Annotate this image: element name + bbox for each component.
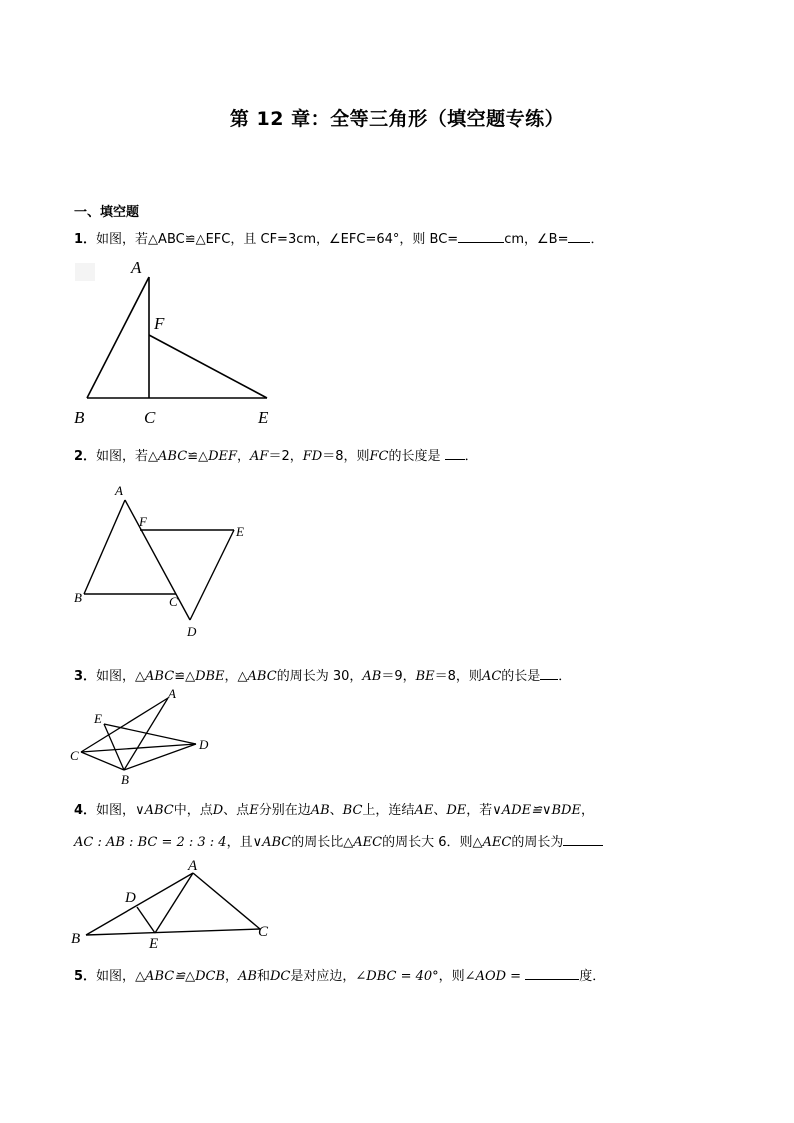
question-text: 的周长为 bbox=[511, 835, 564, 850]
question-number: 3． bbox=[74, 669, 97, 684]
question-text: 如图，若△ bbox=[96, 449, 159, 464]
point-label: B bbox=[74, 590, 82, 605]
question-text: 如图， bbox=[96, 803, 136, 818]
segment-ac bbox=[193, 873, 260, 929]
question-text: 的周长比 bbox=[291, 835, 344, 850]
math-term: AF bbox=[250, 449, 269, 464]
point-label: A bbox=[131, 258, 142, 277]
question-number: 4． bbox=[74, 803, 97, 818]
point-label: B bbox=[74, 408, 85, 427]
math-term: ABC bbox=[145, 669, 175, 684]
question-4-line-1 bbox=[74, 799, 594, 818]
segment-ab bbox=[124, 698, 168, 770]
scan-artifact bbox=[75, 263, 95, 281]
math-term: AB bbox=[362, 669, 382, 684]
math-term: E bbox=[249, 803, 259, 818]
segment-ad bbox=[125, 500, 190, 620]
question-3 bbox=[74, 665, 571, 684]
figure-q4 bbox=[66, 852, 286, 952]
math-term: △AEC bbox=[472, 835, 512, 850]
question-text: 如图，若△ABC≌△EFC，且 CF=3cm，∠EFC=64°，则 BC= bbox=[96, 232, 459, 247]
question-text: 如图， bbox=[96, 969, 136, 984]
question-text: ＝2， bbox=[268, 449, 303, 464]
question-text: ，若 bbox=[466, 803, 493, 818]
question-text: ＝8，则 bbox=[322, 449, 370, 464]
question-text: ． bbox=[558, 669, 572, 684]
math-term: AC : AB : BC = 2 : 3 : 4 bbox=[74, 835, 227, 850]
segment-ab bbox=[84, 500, 125, 594]
math-term: FD bbox=[302, 449, 323, 464]
question-text: 分别在边 bbox=[258, 803, 311, 818]
math-term: BE bbox=[415, 669, 435, 684]
point-label: A bbox=[188, 858, 198, 874]
question-number: 2． bbox=[74, 449, 97, 464]
question-text: 、点 bbox=[223, 803, 250, 818]
question-text: ≌△ bbox=[174, 669, 196, 684]
point-label: E bbox=[94, 711, 102, 726]
question-text: 上，连结 bbox=[362, 803, 415, 818]
question-text: ，△ bbox=[224, 669, 248, 684]
point-label: D bbox=[199, 737, 209, 752]
math-term: △AEC bbox=[343, 835, 383, 850]
question-1 bbox=[74, 228, 603, 247]
math-term: ABC bbox=[247, 669, 277, 684]
math-term: ∠DBC = 40° bbox=[355, 969, 439, 984]
point-label: E bbox=[236, 524, 244, 539]
math-term: ∨ADE≌∨BDE bbox=[492, 803, 581, 818]
question-text: 是对应边， bbox=[290, 969, 356, 984]
question-text: 中，点 bbox=[173, 803, 213, 818]
question-text: 和 bbox=[256, 969, 270, 984]
answer-blank[interactable] bbox=[563, 833, 603, 846]
point-label: C bbox=[258, 924, 269, 940]
math-term: BC bbox=[342, 803, 363, 818]
segment-ab bbox=[87, 277, 149, 398]
figure-q2 bbox=[70, 480, 260, 645]
math-term: DBE bbox=[195, 669, 225, 684]
point-label: B bbox=[121, 772, 129, 787]
question-text: ， bbox=[225, 969, 239, 984]
question-2 bbox=[74, 445, 478, 464]
segment-ae bbox=[155, 873, 193, 933]
point-label: C bbox=[70, 748, 79, 763]
segment-ed bbox=[190, 530, 234, 620]
math-term: AB bbox=[238, 969, 257, 984]
point-label: D bbox=[187, 624, 197, 639]
question-text: ， bbox=[580, 803, 594, 818]
point-label: E bbox=[258, 408, 269, 427]
segment-de bbox=[137, 907, 155, 933]
question-text: 的长度是 bbox=[388, 449, 445, 464]
math-term: ∨ABC bbox=[135, 803, 174, 818]
point-label: A bbox=[115, 483, 123, 498]
figure-q1 bbox=[70, 255, 280, 430]
answer-blank[interactable] bbox=[525, 967, 579, 980]
point-label: B bbox=[71, 931, 81, 947]
point-label: C bbox=[144, 408, 156, 427]
math-term: △ABC≌△DCB bbox=[135, 969, 226, 984]
math-term: FC bbox=[369, 449, 389, 464]
question-number: 1． bbox=[74, 232, 97, 247]
math-term: AC bbox=[481, 669, 502, 684]
question-text: ＝9， bbox=[381, 669, 416, 684]
question-text: cm，∠B= bbox=[504, 232, 569, 247]
math-term: DC bbox=[270, 969, 291, 984]
question-text: ，且 bbox=[226, 835, 253, 850]
section-heading: 一、填空题 bbox=[74, 205, 140, 220]
question-text: 、 bbox=[433, 803, 447, 818]
point-label: A bbox=[168, 686, 176, 701]
answer-blank[interactable] bbox=[540, 667, 558, 680]
question-4-line-2 bbox=[74, 831, 603, 850]
question-text: 度． bbox=[579, 969, 606, 984]
math-term: DEF bbox=[208, 449, 238, 464]
point-label: F bbox=[154, 314, 165, 333]
segment-fe bbox=[149, 335, 267, 398]
question-text: ，则 bbox=[438, 969, 465, 984]
segment-ba bbox=[86, 873, 193, 935]
question-text: 的周长为 30， bbox=[276, 669, 363, 684]
math-term: ∨ABC bbox=[252, 835, 292, 850]
question-text: ． bbox=[590, 232, 604, 247]
figure-q3 bbox=[66, 686, 226, 790]
answer-blank[interactable] bbox=[445, 447, 465, 460]
answer-blank[interactable] bbox=[568, 230, 590, 243]
point-label: E bbox=[149, 936, 159, 952]
question-5 bbox=[74, 965, 605, 984]
point-label: D bbox=[125, 890, 136, 906]
answer-blank[interactable] bbox=[458, 230, 504, 243]
point-label: C bbox=[169, 594, 178, 609]
question-text: ≌△ bbox=[187, 449, 209, 464]
question-text: ． bbox=[464, 449, 478, 464]
math-term: DE bbox=[446, 803, 467, 818]
question-text: ， bbox=[237, 449, 251, 464]
question-text: ＝8，则 bbox=[434, 669, 482, 684]
page-title: 第 12 章：全等三角形（填空题专练） bbox=[229, 108, 565, 130]
question-number: 5． bbox=[74, 969, 97, 984]
segment-bc bbox=[86, 929, 260, 935]
math-term: ∠AOD = bbox=[464, 969, 522, 984]
question-text: 如图，△ bbox=[96, 669, 146, 684]
question-text: 、 bbox=[329, 803, 343, 818]
math-term: AB bbox=[310, 803, 330, 818]
math-term: D bbox=[212, 803, 224, 818]
question-text: 的周长大 6．则 bbox=[382, 835, 473, 850]
point-label: F bbox=[139, 514, 147, 529]
math-term: AE bbox=[414, 803, 434, 818]
math-term: ABC bbox=[158, 449, 188, 464]
question-text: 的长是 bbox=[501, 669, 541, 684]
